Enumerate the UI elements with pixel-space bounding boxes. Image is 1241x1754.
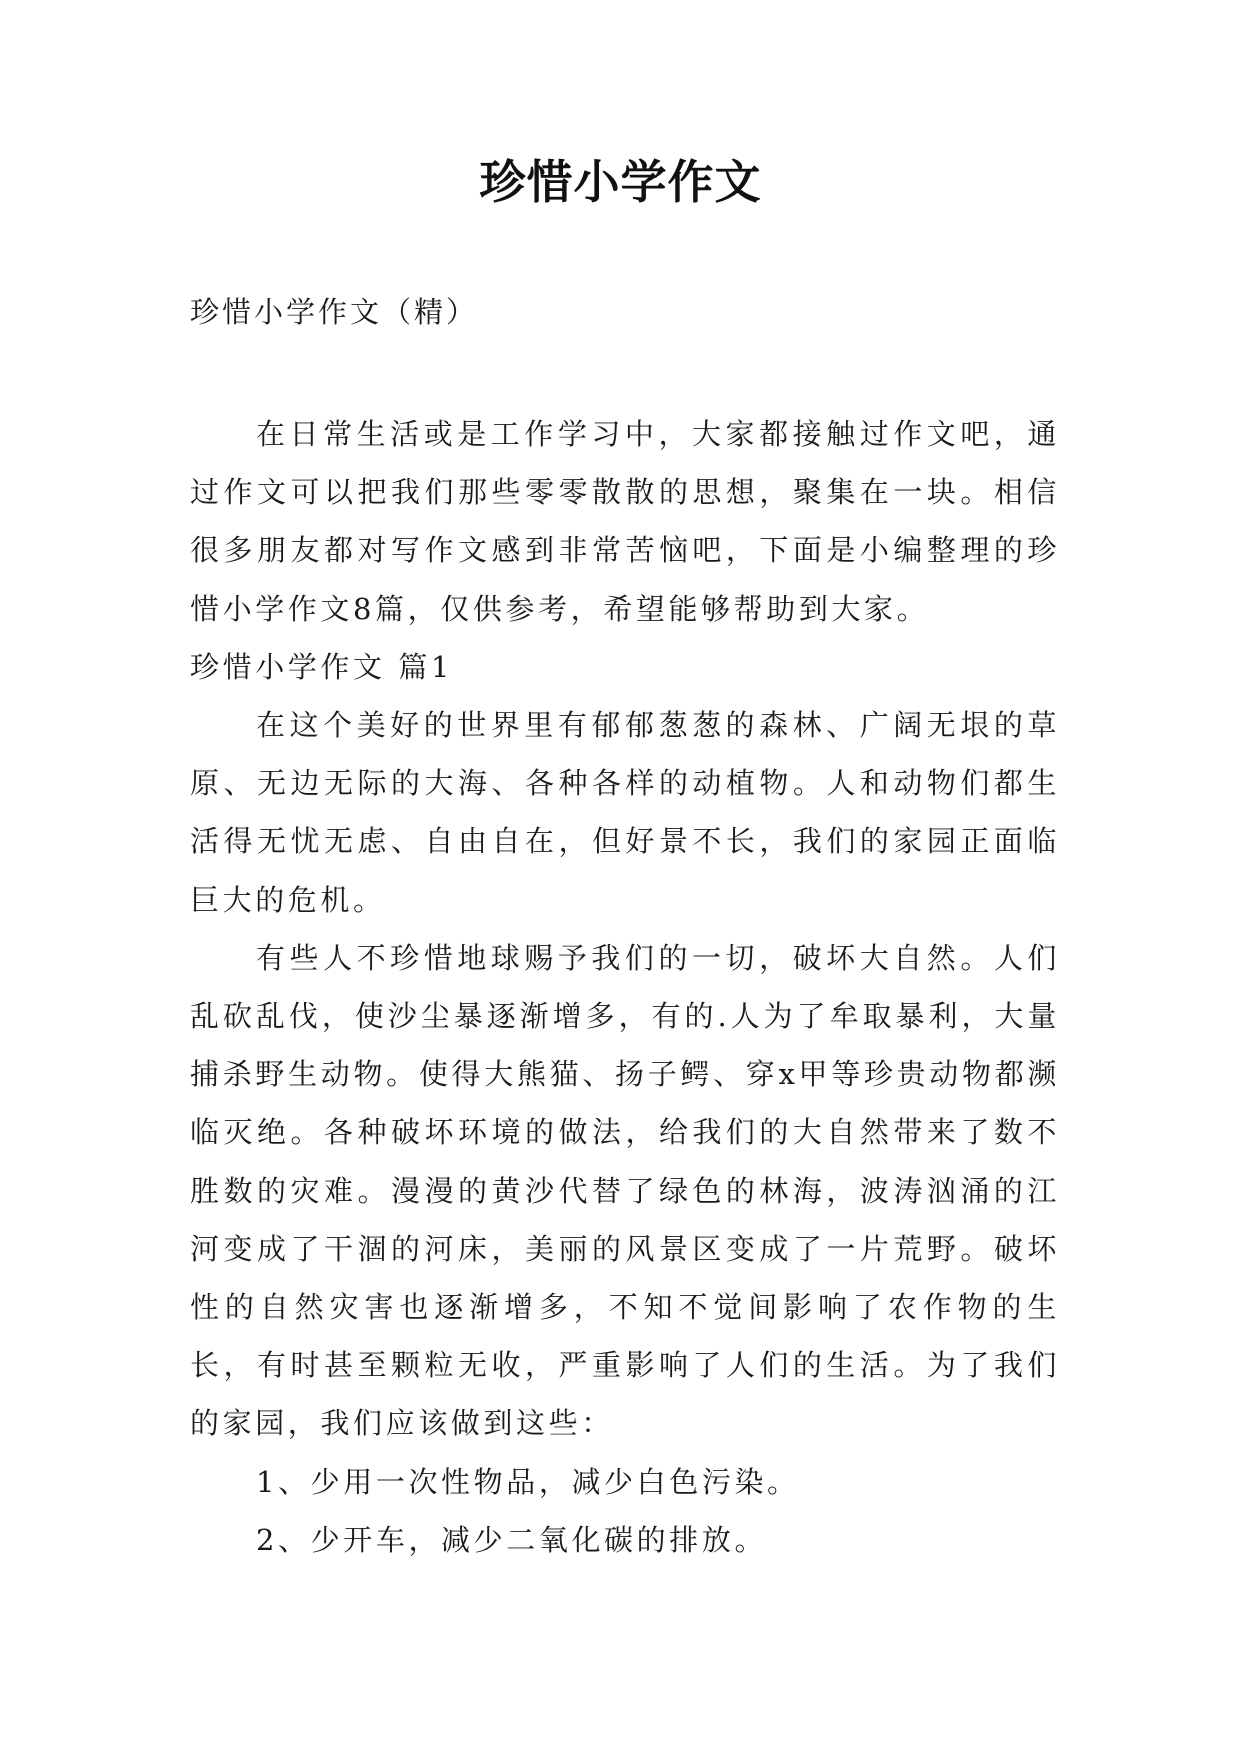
document-title: 珍惜小学作文: [479, 155, 762, 209]
body-paragraph-1: 在这个美好的世界里有郁郁葱葱的森林、广阔无垠的草原、无边无际的大海、各种各样的动植物。人和动物们都生活得无忧无虑、自由自在，但好景不长，我们的家园正面临巨大的危机。: [190, 708, 1060, 917]
body-paragraph-2: 有些人不珍惜地球赐予我们的一切，破坏大自然。人们乱砍乱伐，使沙尘暴逐渐增多，有的.人为了牟取暴利，大量捕杀野生动物。使得大熊猫、扬子鳄、穿x甲等珍贵动物都濒临灭绝。各种破坏环境的做法，给我们的大自然带来了数不胜数的灾难。漫漫的黄沙代替了绿色的林海，波涛汹涌的江河变成了干涸的河床，美丽的风景区变成了一片荒野。破坏性的自然灾害也逐渐增多，不知不觉间影响了农作物的生长，有时甚至颗粒无收，严重影响了人们的生活。为了我们的家园，我们应该做到这些：: [190, 940, 1060, 1441]
intro-paragraph: 在日常生活或是工作学习中，大家都接触过作文吧，通过作文可以把我们那些零零散散的思想，聚集在一块。相信很多朋友都对写作文感到非常苦恼吧，下面是小编整理的珍惜小学作文8篇，仅供参考，希望能够帮助到大家。: [190, 417, 1060, 626]
document-subtitle: 珍惜小学作文（精）: [190, 295, 479, 329]
list-item-1: 1、少用一次性物品，减少白色污染。: [256, 1464, 800, 1499]
section-heading: 珍惜小学作文 篇1: [190, 649, 454, 684]
list-item-2: 2、少开车，减少二氧化碳的排放。: [256, 1522, 768, 1557]
document-body: [190, 405, 1060, 1569]
